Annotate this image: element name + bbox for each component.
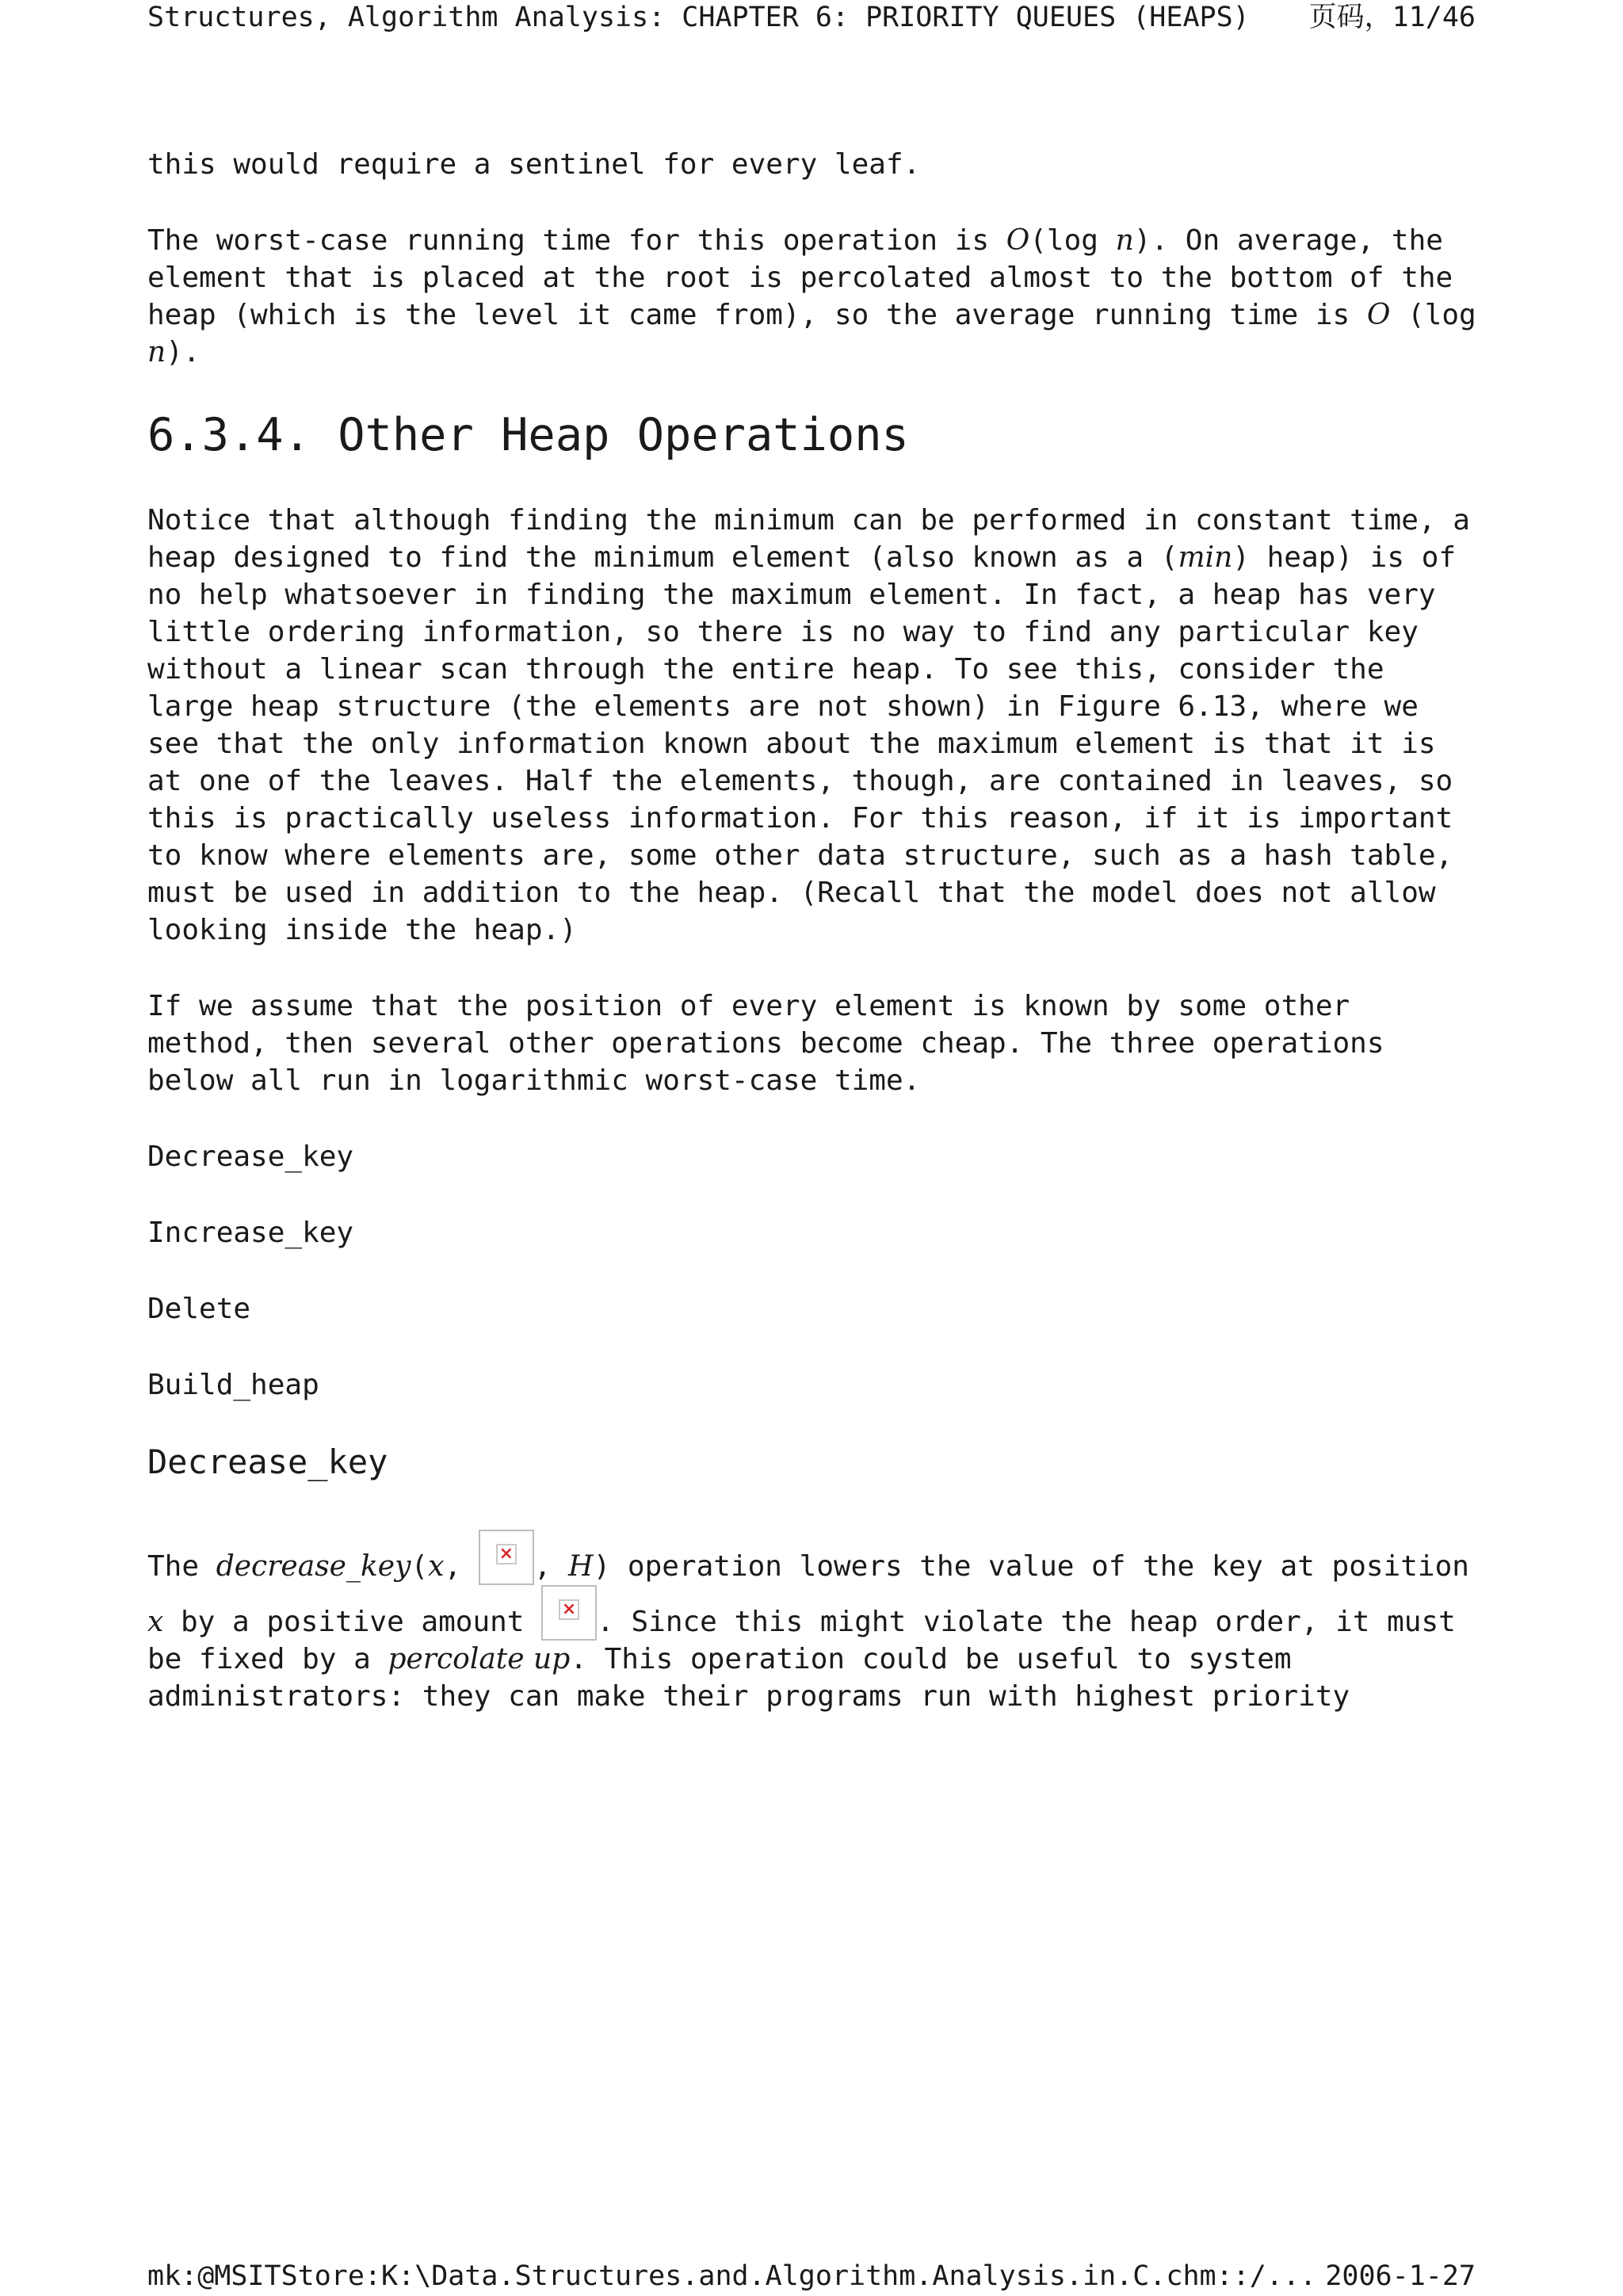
header-page-number: 页码，11/46 [1308, 2, 1476, 33]
section-title: 6.3.4. Other Heap Operations [147, 409, 909, 461]
paragraph-min-heap: Notice that although finding the minimum can be performed in constant time, a heap designed to find the minimum element (also known as a (min) heap) is of no help whatsoever in finding the maximum element. In fact, a heap has very little ordering information, so there is no way to find any particular key without a linear scan through the entire heap. To see this, consider the large heap structure (the elements are not shown) in Figure 6.13, where we see that the only information known about the maximum element is that it is at one of the leaves. Half the elements, though, are contained in leaves, so this is practically useless information. For this reason, if it is important to know where elements are, some other data structure, such as a hash table, must be used in addition to the heap. (Recall that the model does not allow looking inside the heap.) [147, 504, 1470, 946]
header-title: Structures, Algorithm Analysis: CHAPTER 6: PRIORITY QUEUES (HEAPS) [147, 2, 1250, 33]
paragraph-decrease-key: The decrease_key(x, × , H) operation lowers the value of the key at position x by a positive amount × . Since this might violate the heap order, it must be fixed by a percolate up. This operation could be useful to system administrators: they can make their programs run with highest priority [147, 1530, 1479, 1715]
page-header [147, 0, 1476, 38]
document-body [147, 146, 1479, 1754]
operation-build-heap: Build_heap [147, 1369, 319, 1401]
broken-image-icon: × [541, 1585, 597, 1641]
page-footer [147, 2259, 1476, 2295]
broken-image-icon: × [479, 1530, 534, 1585]
paragraph-sentinel: this would require a sentinel for every leaf. [147, 148, 921, 181]
footer-source-path: mk:@MSITStore:K:\Data.Structures.and.Algorithm.Analysis.in.C.chm::/... [147, 2260, 1317, 2292]
operation-decrease-key: Decrease_key [147, 1140, 354, 1173]
operation-delete: Delete [147, 1293, 251, 1325]
paragraph-operations-intro: If we assume that the position of every element is known by some other method, then several other operations become cheap. The three operations below all run in logarithmic worst-case time. [147, 990, 1384, 1097]
paragraph-running-time: The worst-case running time for this operation is O(log n). On average, the element that is placed at the root is percolated almost to the bottom of the heap (which is the level it came from), so the average running time is O (log n). [147, 224, 1476, 369]
footer-date: 2006-1-27 [1325, 2260, 1476, 2292]
subsection-title: Decrease_key [147, 1442, 388, 1481]
operation-increase-key: Increase_key [147, 1217, 354, 1249]
